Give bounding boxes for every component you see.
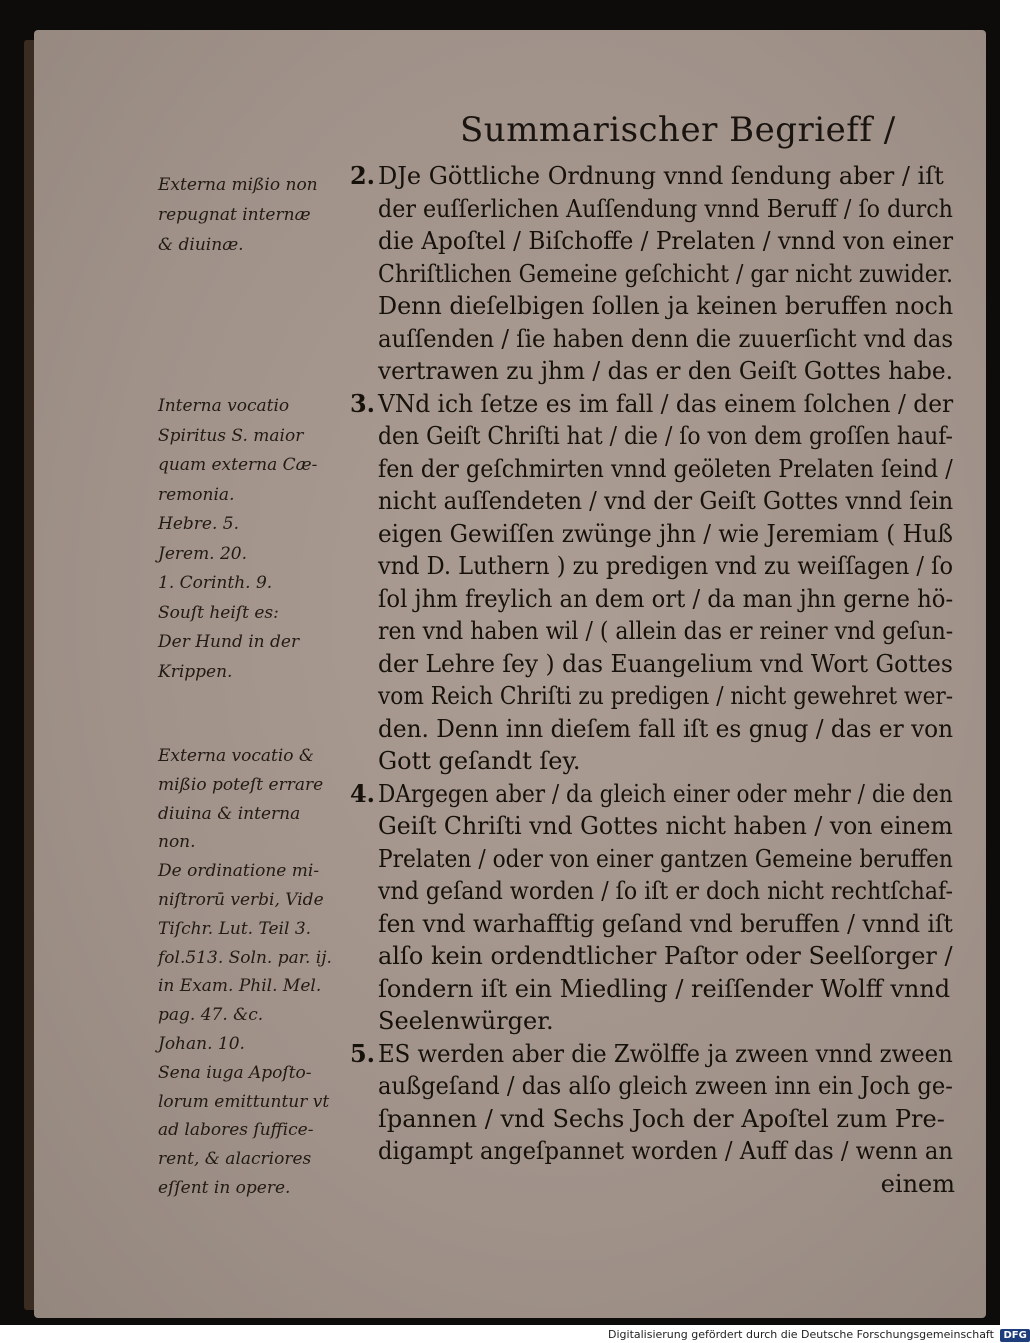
margin-line: lorum emittuntur vt: [158, 1091, 330, 1112]
line-text: ſol jhm freylich an dem ort / da man jhn gerne hö-: [378, 584, 954, 613]
line-text: ſpannen / vnd Sechs Joch der Apoſtel zum Pre-: [378, 1104, 945, 1133]
text-line: [345, 843, 955, 876]
dfg-logo-icon: DFG: [1000, 1329, 1029, 1342]
text-line: [345, 1005, 955, 1038]
line-text: Denn dieſelbigen ſollen ja keinen beruffen noch: [378, 292, 954, 320]
margin-line: Krippen.: [158, 661, 233, 682]
margin-line: diuina & interna: [158, 803, 301, 824]
text-line: [345, 323, 955, 356]
footer-text: Digitalisierung gefördert durch die Deutsche Forschungsgemeinschaft: [608, 1328, 994, 1341]
line-text: Gott geſandt ſey.: [378, 747, 581, 775]
margin-line: eſſent in opere.: [158, 1177, 291, 1198]
line-text: ſondern iſt ein Miedling / reiſſender Wolff vnnd: [378, 974, 951, 1003]
text-line: [345, 908, 955, 941]
line-text: vnd D. Luthern ) zu predigen vnd zu weiſſagen / ſo: [378, 552, 953, 580]
text-line: [345, 713, 955, 746]
text-line: [345, 875, 955, 908]
margin-line: Externa mißio non: [158, 175, 318, 195]
margin-line: niſtrorū verbi, Vide: [158, 889, 324, 910]
margin-line: Hebre. 5.: [158, 514, 239, 534]
text-line: [345, 778, 955, 811]
text-line: [345, 1103, 955, 1136]
text-line: [345, 940, 955, 973]
text-line: [345, 225, 955, 258]
line-text: Seelenwürger.: [378, 1007, 554, 1035]
margin-line: Jerem. 20.: [158, 543, 248, 564]
margin-line: mißio poteſt errare: [158, 774, 324, 795]
line-text: VNd ich ſetze es im fall / das einem ſolchen / der: [378, 389, 954, 418]
margin-line: Tiſchr. Lut. Teil 3.: [158, 918, 312, 939]
line-text: außgeſand / das alſo gleich zween inn ein Joch ge-: [378, 1072, 953, 1100]
line-text: eigen Gewiſſen zwünge jhn / wie Jeremiam ( Huß: [378, 519, 953, 548]
line-text: den Geiſt Chriſti hat / die / ſo von dem groſſen hauf-: [378, 422, 953, 450]
text-line: [345, 973, 955, 1006]
text-line: [345, 583, 955, 616]
dfg-funding-footer: [608, 1326, 1027, 1343]
text-line: [345, 615, 955, 648]
line-text: vertrawen zu jhm / das er den Geiſt Gottes habe.: [378, 357, 954, 385]
line-text: ES werden aber die Zwölffe ja zween vnnd zween: [378, 1039, 953, 1068]
text-line: [345, 160, 955, 193]
running-header: Summarischer Begrieff /: [460, 110, 896, 150]
margin-line: non.: [158, 832, 196, 853]
line-text: den. Denn inn dieſem fall iſt es gnug / das er von: [378, 714, 954, 743]
text-line: [345, 485, 955, 518]
text-line: [345, 355, 955, 388]
line-text: vom Reich Chriſti zu predigen / nicht gewehret wer-: [378, 682, 954, 710]
margin-line: Der Hund in der: [158, 632, 300, 652]
margin-note-2: [158, 392, 317, 687]
margin-line: Sena iuga Apoſto-: [158, 1062, 312, 1083]
margin-line: pag. 47. &c.: [158, 1005, 264, 1026]
line-text: DArgegen aber / da gleich einer oder mehr / die den: [378, 779, 953, 808]
margin-line: quam externa Cæ-: [158, 455, 318, 475]
text-line: [345, 388, 955, 421]
text-line: [345, 550, 955, 583]
text-line: [345, 810, 955, 843]
line-text: die Apoſtel / Biſchoffe / Prelaten / vnnd von einer: [378, 227, 954, 255]
text-line: [345, 193, 955, 226]
margin-line: rent, & alacriores: [158, 1149, 312, 1170]
line-text: auſſenden / ſie haben denn die zuuerſicht vnd das: [378, 324, 954, 353]
text-line: [345, 290, 955, 323]
text-line: [345, 518, 955, 551]
margin-line: Johan. 10.: [158, 1033, 245, 1054]
text-line: [345, 258, 955, 291]
margin-note-3: [158, 742, 332, 1203]
margin-line: & diuinæ.: [158, 235, 244, 255]
line-text: fen vnd warhafftig geſand vnd beruffen / vnnd iſt: [378, 909, 953, 938]
margin-line: Interna vocatio: [158, 396, 290, 416]
margin-line: Spiritus S. maior: [158, 425, 304, 446]
text-line: [345, 745, 955, 778]
paragraph-number: 5.: [349, 1038, 375, 1068]
paragraph-number: 3.: [349, 388, 375, 418]
text-line: [345, 1070, 955, 1103]
margin-line: Externa vocatio &: [158, 746, 315, 766]
margin-line: in Exam. Phil. Mel.: [158, 976, 322, 997]
text-line: [345, 1038, 955, 1071]
line-text: fen der geſchmirten vnnd geöleten Prelaten ſeind /: [378, 454, 953, 483]
line-text: ren vnd haben wil / ( allein das er reiner vnd geſun-: [378, 617, 954, 645]
margin-line: ad labores ſuffice-: [158, 1120, 314, 1141]
text-line: [345, 680, 955, 713]
line-text: DJe Göttliche Ordnung vnnd ſendung aber / iſt: [378, 162, 944, 190]
margin-line: De ordinatione mi-: [158, 861, 320, 882]
margin-line: remonia.: [158, 484, 235, 505]
line-text: einem: [880, 1169, 955, 1198]
main-text-block: [345, 160, 955, 1200]
margin-note-1: [158, 170, 318, 260]
line-text: Geiſt Chriſti vnd Gottes nicht haben / von einem: [378, 812, 953, 840]
line-text: digampt angeſpannet worden / Auff das / wenn an: [378, 1137, 953, 1165]
line-text: der euſſerlichen Auſſendung vnnd Beruff / ſo durch: [378, 194, 953, 223]
line-text: der Lehre ſey ) das Euangelium vnd Wort Gottes: [378, 649, 953, 678]
line-text: nicht auſſendeten / vnd der Geiſt Gottes vnnd ſein: [378, 487, 954, 515]
line-text: Prelaten / oder von einer gantzen Gemeine beruffen: [378, 844, 953, 873]
line-text: vnd geſand worden / ſo iſt er doch nicht rechtſchaf-: [378, 877, 953, 905]
text-line: [345, 648, 955, 681]
line-text: Chriſtlichen Gemeine geſchicht / gar nicht zuwider.: [378, 259, 954, 288]
margin-line: 1. Corinth. 9.: [158, 573, 273, 593]
line-text: alſo kein ordendtlicher Paſtor oder Seelſorger /: [378, 942, 953, 970]
paragraph-number: 2.: [349, 161, 375, 190]
text-line: [345, 1135, 955, 1168]
text-line: [345, 453, 955, 486]
paragraph-number: 4.: [349, 778, 375, 808]
margin-line: Souſt heiſt es:: [158, 602, 279, 623]
text-line: [345, 1168, 955, 1201]
margin-line: fol.513. Soln. par. ij.: [158, 947, 332, 968]
margin-line: repugnat internæ: [158, 205, 311, 225]
text-line: [345, 420, 955, 453]
